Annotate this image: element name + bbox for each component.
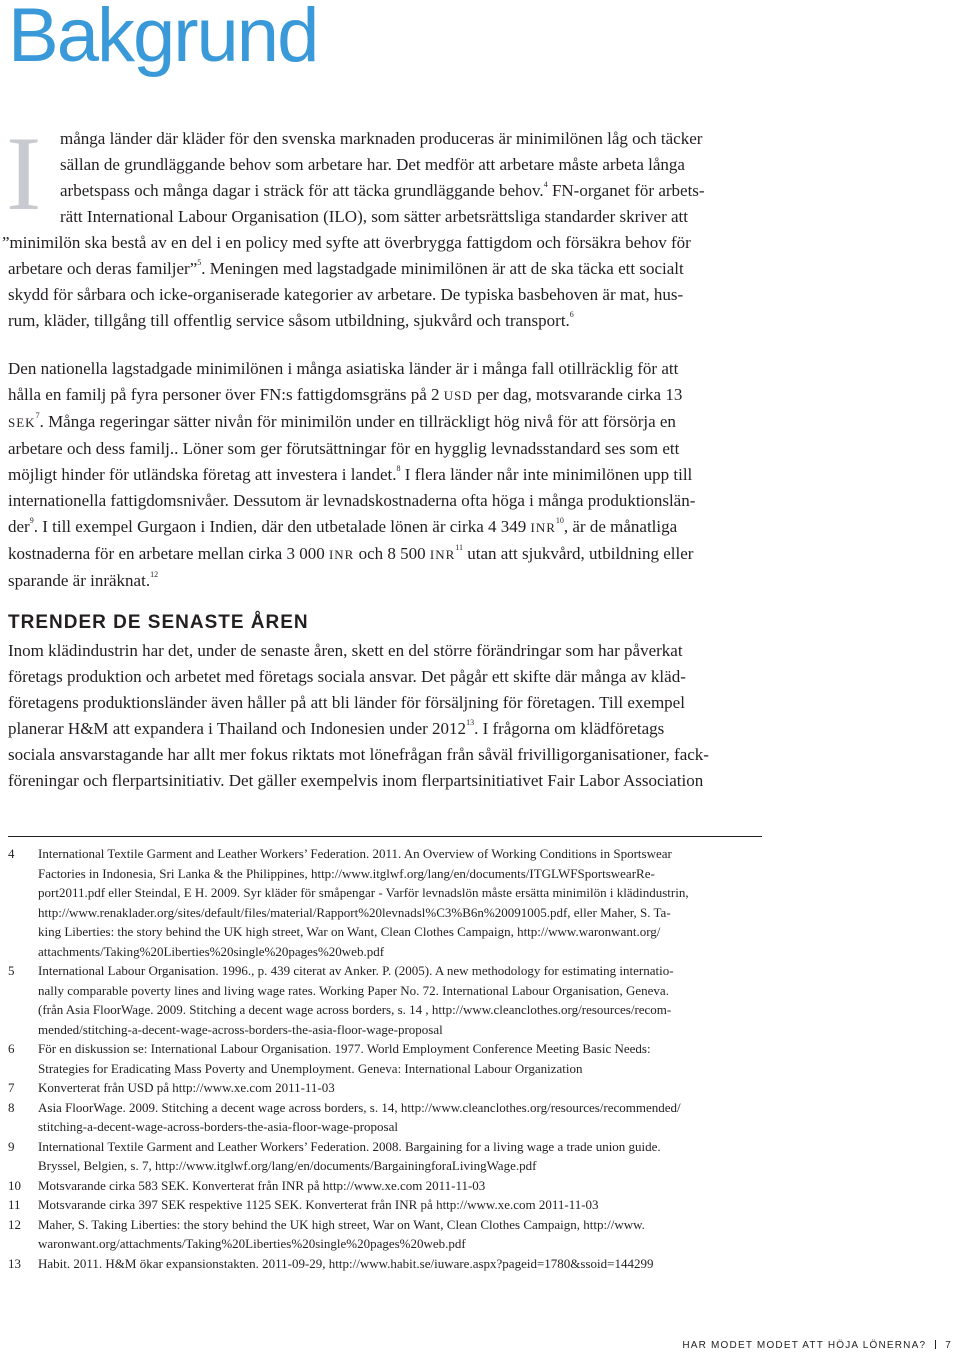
page-number: 7 [945, 1340, 952, 1351]
footnote-ref: 8 [396, 464, 401, 474]
footnote: 10 Motsvarande cirka 583 SEK. Konverterat från INR på http://www.xe.com 2011-11-03 [8, 1177, 486, 1193]
footnote-ref: 6 [569, 310, 574, 320]
footnote: 11 Motsvarande cirka 397 SEK respektive 1125 SEK. Konverterat från INR på http://www.xe.com 2011-11-03 [8, 1197, 599, 1212]
wage-paragraph: Den nationella lagstadgade minimilönen i många asiatiska länder är i många fall otillräcklig för att hålla en familj på fyra personer över FN:s fattigdomsgräns på 2 USD per dag, motsvarande cirka 13 SEK$^7$. Många regeringar sätter nivån för minimilön under en tillräckligt hög nivå för att försörja en arbetare och dess familj.. Löner som ger förutsättningar för en hygglig levnadsstandard ses som ett möjligt hinder för utländska företag att investera i landet.$^8$ I flera länder når inte minimilönen upp till internationella fattigdomsnivåer. Dessutom är levnadskostnaderna ofta höga i många produktionslän- der$^9$. I till exempel Gurgaon i Indien, där den utbetalade lönen är cirka 4 349 INR$^{10}$, är de månatliga kostnaderna för en arbetare mellan cirka 3 000 INR och 8 500 INR$^{11}$ utan att sjukvård, utbildning eller sparande är inräknat.$^{12}$ [8, 359, 696, 590]
footer-separator [935, 1340, 936, 1349]
drop-cap: I [6, 115, 42, 232]
footnote-ref: 12 [150, 570, 159, 580]
footnote-ref: 13 [466, 718, 475, 728]
footnote-ref: 11 [455, 543, 463, 553]
running-title: HAR MODET MODET ATT HÖJA LÖNERNA? [682, 1340, 927, 1351]
footnote: 5 International Labour Organisation. 1996., p. 439 citerat av Anker. P. (2005). A new methodology for estimating internatio- nally comparable poverty lines and living wage rates. Working Paper No. 72. International Labour Organisation, Geneva. (från Asia FloorWage. 2009. Stitching a decent wage across borders, s. 14 , http://www.cleanclothes.org/resources/recom- mended/stitching-a-decent-wage-across-borders-the-asia-floor-wage-proposal [8, 963, 674, 1037]
section-heading: TRENDER DE SENASTE ÅREN [8, 612, 309, 633]
footnotes [8, 844, 768, 1273]
page-title: Bakgrund [8, 0, 318, 78]
footnote: 7 Konverterat från USD på http://www.xe.com 2011-11-03 [8, 1080, 335, 1095]
footnote: 13 Habit. 2011. H&M ökar expansionstakten. 2011-09-29, http://www.habit.se/iuware.aspx?pageid=1780&ssoid=144299 [8, 1255, 654, 1271]
footnote-ref: 4 [543, 180, 548, 190]
footnote-ref: 7 [35, 411, 40, 421]
footnote: 6 För en diskussion se: International Labour Organisation. 1977. World Employment Conference Meeting Basic Needs: Strategies for Eradicating Mass Poverty and Unemployment. Geneva: International Labour Organization [8, 1041, 651, 1076]
footnote: 4 International Textile Garment and Leather Workers’ Federation. 2011. An Overview of Working Conditions in Sportswear Factories in Indonesia, Sri Lanka & the Philippines, http://www.itglwf.org/lang/en/documents/ITGLWFSportswearRe- port2011.pdf eller Steindal, E H. 2009. Syr kläder för småpengar - Varför levnadslön måste ersätta minimilön i klädindustrin, http://www.renaklader.org/sites/default/files/material/Rapport%20levnadsl%C3%B6n%20091005.pdf, eller Maher, S. Ta- king Liberties: the story behind the UK high street, War on Want, Clean Clothes Campaign, http://www.waronwant.org/ attachments/Taking%20Liberties%20single%20pages%20web.pdf [8, 846, 689, 959]
footnote: 8 Asia FloorWage. 2009. Stitching a decent wage across borders, s. 14, http://www.cleanclothes.org/resources/recommended/ stitching-a-decent-wage-across-borders-the-asia-floor-wage-proposal [8, 1099, 681, 1134]
footnote-ref: 5 [197, 258, 202, 268]
footnote-ref: 9 [29, 516, 34, 526]
footnote: 12 Maher, S. Taking Liberties: the story behind the UK high street, War on Want, Clean Clothes Campaign, http://www. waronwant.org/attachments/Taking%20Liberties%20single%20pages%20web.pdf [8, 1216, 645, 1251]
trends-paragraph: Inom klädindustrin har det, under de senaste åren, skett en del större förändringar som har påverkat företags produktion och arbetet med företags sociala ansvar. Det pågår ett skifte där många av kläd- företagens produktionsländer även håller på att bli länder för försäljning för företagen. Till exempel planerar H&M att expandera i Thailand och Indonesien under 2012$^{13}$. I frågorna om klädföretags sociala ansvarstagande har allt mer fokus riktats mot lönefrågan från såväl frivilligorganisationer, fack- föreningar och flerpartsinitiativ. Det gäller exempelvis inom flerpartsinitiativet Fair Labor Association [8, 641, 709, 790]
intro-paragraph: många länder där kläder för den svenska marknaden produceras är minimilönen låg och täcker sällan de grundläggande behov som arbetare har. Det medför att arbetare måste arbeta långa arbetspass och många dagar i sträck för att täcka grundläggande behov.$^4$ FN-organet för arbets- rätt International Labour Organisation (ILO), som sätter arbetsrättsliga standarder skriver att ”minimilön ska bestå av en del i en policy med syfte att överbrygga fattigdom och försäkra behov för arbetare och deras familjer”$^5$. Meningen med lagstadgade minimilönen är att de ska täcka ett socialt skydd för sårbara och icke-organiserade kategorier av arbetare. De typiska basbehoven är mat, hus- rum, kläder, tillgång till offentlig service såsom utbildning, sjukvård och transport.$^6$ [2, 129, 705, 330]
page-footer [682, 1340, 952, 1351]
footnote: 9 International Textile Garment and Leather Workers’ Federation. 2008. Bargaining for a living wage a trade union guide. Bryssel, Belgien, s. 7, http://www.itglwf.org/lang/en/documents/BargainingforaLivingWage.pdf [8, 1138, 661, 1173]
footnote-divider [8, 836, 762, 837]
footnote-ref: 10 [555, 516, 564, 526]
